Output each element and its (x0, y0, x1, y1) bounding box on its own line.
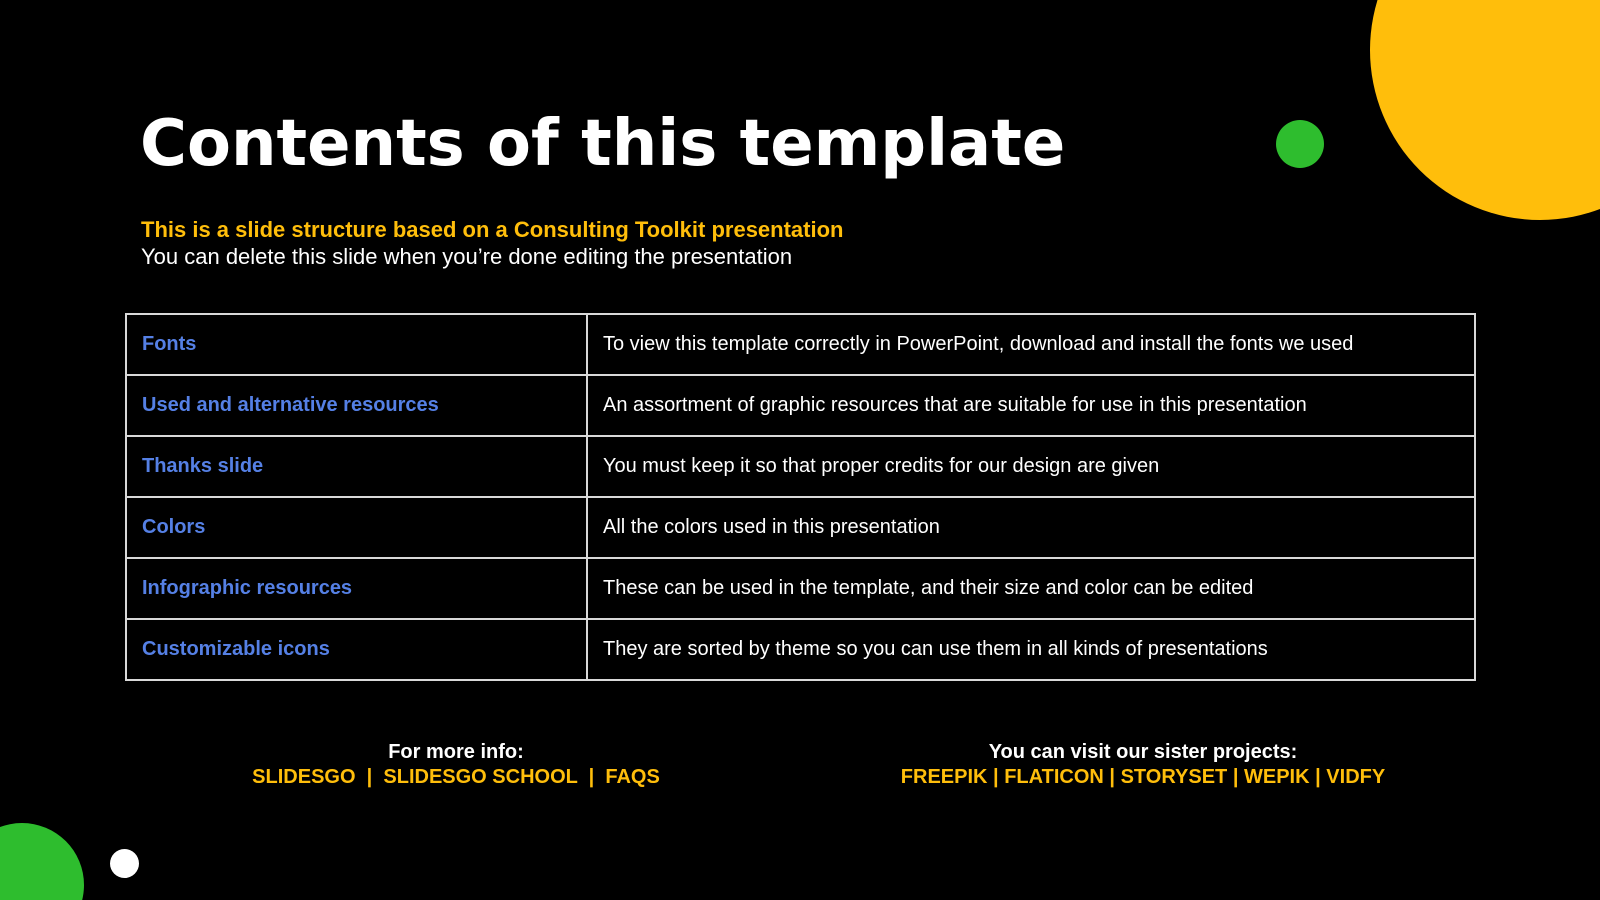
yellow-circle-decoration (1370, 0, 1600, 220)
faqs-link[interactable]: FAQS (605, 766, 660, 788)
row-key: Colors (126, 497, 587, 558)
row-key: Thanks slide (126, 436, 587, 497)
freepik-link[interactable]: FREEPIK (900, 766, 988, 788)
slide-title: Contents of this template (140, 107, 1066, 181)
table-row (126, 558, 1475, 619)
row-description: You must keep it so that proper credits for our design are given (587, 436, 1475, 497)
footer-sister-projects (863, 740, 1423, 790)
link-separator: | (993, 766, 999, 788)
flaticon-link[interactable]: FLATICON (1004, 766, 1104, 788)
table-row (126, 436, 1475, 497)
row-description: These can be used in the template, and their size and color can be edited (587, 558, 1475, 619)
slidesgo-link[interactable]: SLIDESGO (252, 766, 356, 788)
row-key: Used and alternative resources (126, 375, 587, 436)
table-row (126, 375, 1475, 436)
row-key: Fonts (126, 314, 587, 375)
link-separator: | (1315, 766, 1321, 788)
subtitle-highlight: This is a slide structure based on a Consulting Toolkit presentation (141, 217, 844, 242)
slidesgo-school-link[interactable]: SLIDESGO SCHOOL (383, 766, 578, 788)
row-key: Infographic resources (126, 558, 587, 619)
footer-sister-projects-links (863, 765, 1423, 790)
link-separator: | (366, 766, 373, 788)
white-dot-decoration (110, 849, 139, 878)
footer-more-info-heading: For more info: (388, 741, 524, 763)
table-row (126, 497, 1475, 558)
link-separator: | (1109, 766, 1115, 788)
contents-table (125, 313, 1476, 681)
row-description: They are sorted by theme so you can use them in all kinds of presentations (587, 619, 1475, 680)
storyset-link[interactable]: STORYSET (1120, 766, 1228, 788)
vidfy-link[interactable]: VIDFY (1326, 766, 1386, 788)
table-row (126, 619, 1475, 680)
link-separator: | (588, 766, 595, 788)
wepik-link[interactable]: WEPIK (1244, 766, 1310, 788)
footer-sister-projects-heading: You can visit our sister projects: (988, 741, 1298, 763)
subtitle-note: You can delete this slide when you’re done editing the presentation (141, 244, 793, 269)
link-separator: | (1232, 766, 1239, 788)
row-key: Customizable icons (126, 619, 587, 680)
footer-more-info (196, 740, 716, 790)
green-circle-decoration (0, 823, 84, 900)
table-row (126, 314, 1475, 375)
row-description: An assortment of graphic resources that are suitable for use in this presentation (587, 375, 1475, 436)
footer-more-info-links (196, 765, 716, 790)
row-description: To view this template correctly in PowerPoint, download and install the fonts we used (587, 314, 1475, 375)
row-description: All the colors used in this presentation (587, 497, 1475, 558)
green-dot-decoration (1276, 120, 1324, 168)
